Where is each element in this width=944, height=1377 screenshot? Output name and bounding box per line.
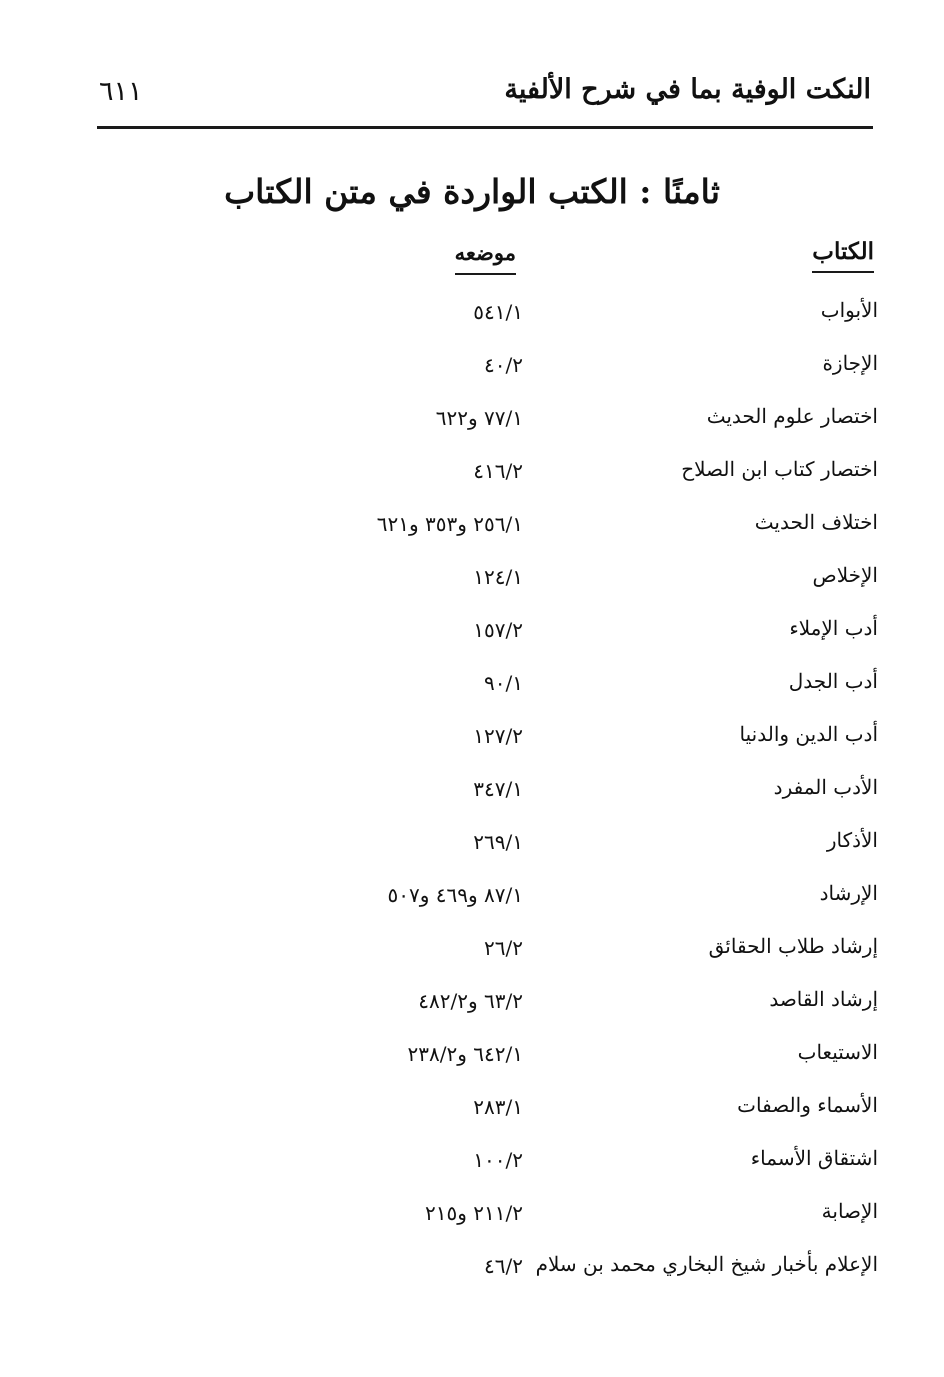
entry-location: ١٥٧/٢ bbox=[473, 618, 523, 642]
column-header-book: الكتاب bbox=[812, 238, 874, 273]
entry-location: ٢٦/٢ bbox=[484, 936, 523, 960]
entry-location: ٦٣/٢ و٤٨٢/٢ bbox=[418, 989, 523, 1013]
index-entry bbox=[0, 714, 944, 767]
entry-book-title: إرشاد طلاب الحقائق bbox=[708, 934, 878, 958]
entry-location: ٤٠/٢ bbox=[484, 353, 523, 377]
index-entry bbox=[0, 343, 944, 396]
index-entry bbox=[0, 926, 944, 979]
entry-location: ١٠٠/٢ bbox=[473, 1148, 523, 1172]
entry-book-title: الإرشاد bbox=[819, 881, 878, 905]
book-index-list bbox=[0, 290, 944, 1297]
index-entry bbox=[0, 1085, 944, 1138]
running-header-title: النكت الوفية بما في شرح الألفية bbox=[504, 74, 871, 105]
index-entry bbox=[0, 661, 944, 714]
entry-location: ٤١٦/٢ bbox=[473, 459, 523, 483]
entry-book-title: الأذكار bbox=[826, 828, 878, 852]
entry-book-title: أدب الإملاء bbox=[789, 616, 878, 640]
index-entry bbox=[0, 502, 944, 555]
entry-location: ٤٦/٢ bbox=[484, 1254, 523, 1278]
running-header bbox=[97, 64, 873, 129]
entry-book-title: اختصار علوم الحديث bbox=[706, 404, 878, 428]
entry-location: ١٢٧/٢ bbox=[473, 724, 523, 748]
section-title: ثامنًا : الكتب الواردة في متن الكتاب bbox=[224, 172, 720, 211]
entry-location: ٢٨٣/١ bbox=[473, 1095, 523, 1119]
entry-book-title: الإعلام بأخبار شيخ البخاري محمد بن سلام bbox=[535, 1252, 878, 1276]
column-header-location: موضعه bbox=[455, 240, 516, 275]
entry-location: ٢٦٩/١ bbox=[473, 830, 523, 854]
entry-location: ٦٤٢/١ و٢٣٨/٢ bbox=[407, 1042, 523, 1066]
entry-book-title: اختلاف الحديث bbox=[754, 510, 878, 534]
entry-book-title: اختصار كتاب ابن الصلاح bbox=[681, 457, 878, 481]
entry-book-title: أدب الدين والدنيا bbox=[739, 722, 878, 746]
entry-book-title: الأدب المفرد bbox=[773, 775, 878, 799]
index-entry bbox=[0, 1032, 944, 1085]
index-entry bbox=[0, 767, 944, 820]
entry-location: ١٢٤/١ bbox=[473, 565, 523, 589]
entry-book-title: اشتقاق الأسماء bbox=[750, 1146, 878, 1170]
index-entry bbox=[0, 979, 944, 1032]
entry-location: ٢٥٦/١ و٣٥٣ و٦٢١ bbox=[376, 512, 523, 536]
index-entry bbox=[0, 873, 944, 926]
entry-book-title: الأبواب bbox=[820, 298, 878, 322]
index-entry bbox=[0, 449, 944, 502]
index-entry bbox=[0, 555, 944, 608]
entry-book-title: الأسماء والصفات bbox=[737, 1093, 878, 1117]
entry-location: ٧٧/١ و٦٢٢ bbox=[435, 406, 523, 430]
entry-book-title: الاستيعاب bbox=[797, 1040, 878, 1064]
entry-location: ٣٤٧/١ bbox=[473, 777, 523, 801]
index-entry bbox=[0, 820, 944, 873]
entry-book-title: الإجازة bbox=[822, 351, 878, 375]
index-entry bbox=[0, 290, 944, 343]
entry-book-title: الإخلاص bbox=[812, 563, 878, 587]
index-entry bbox=[0, 396, 944, 449]
entry-location: ٥٤١/١ bbox=[473, 300, 523, 324]
index-entry bbox=[0, 1244, 944, 1297]
entry-location: ٨٧/١ و٤٦٩ و٥٠٧ bbox=[387, 883, 523, 907]
entry-location: ٩٠/١ bbox=[484, 671, 523, 695]
index-entry bbox=[0, 608, 944, 661]
index-entry bbox=[0, 1191, 944, 1244]
entry-book-title: أدب الجدل bbox=[788, 669, 878, 693]
index-entry bbox=[0, 1138, 944, 1191]
entry-location: ٢١١/٢ و٢١٥ bbox=[425, 1201, 523, 1225]
page-number: ٦١١ bbox=[99, 76, 143, 107]
entry-book-title: إرشاد القاصد bbox=[769, 987, 878, 1011]
entry-book-title: الإصابة bbox=[821, 1199, 878, 1223]
